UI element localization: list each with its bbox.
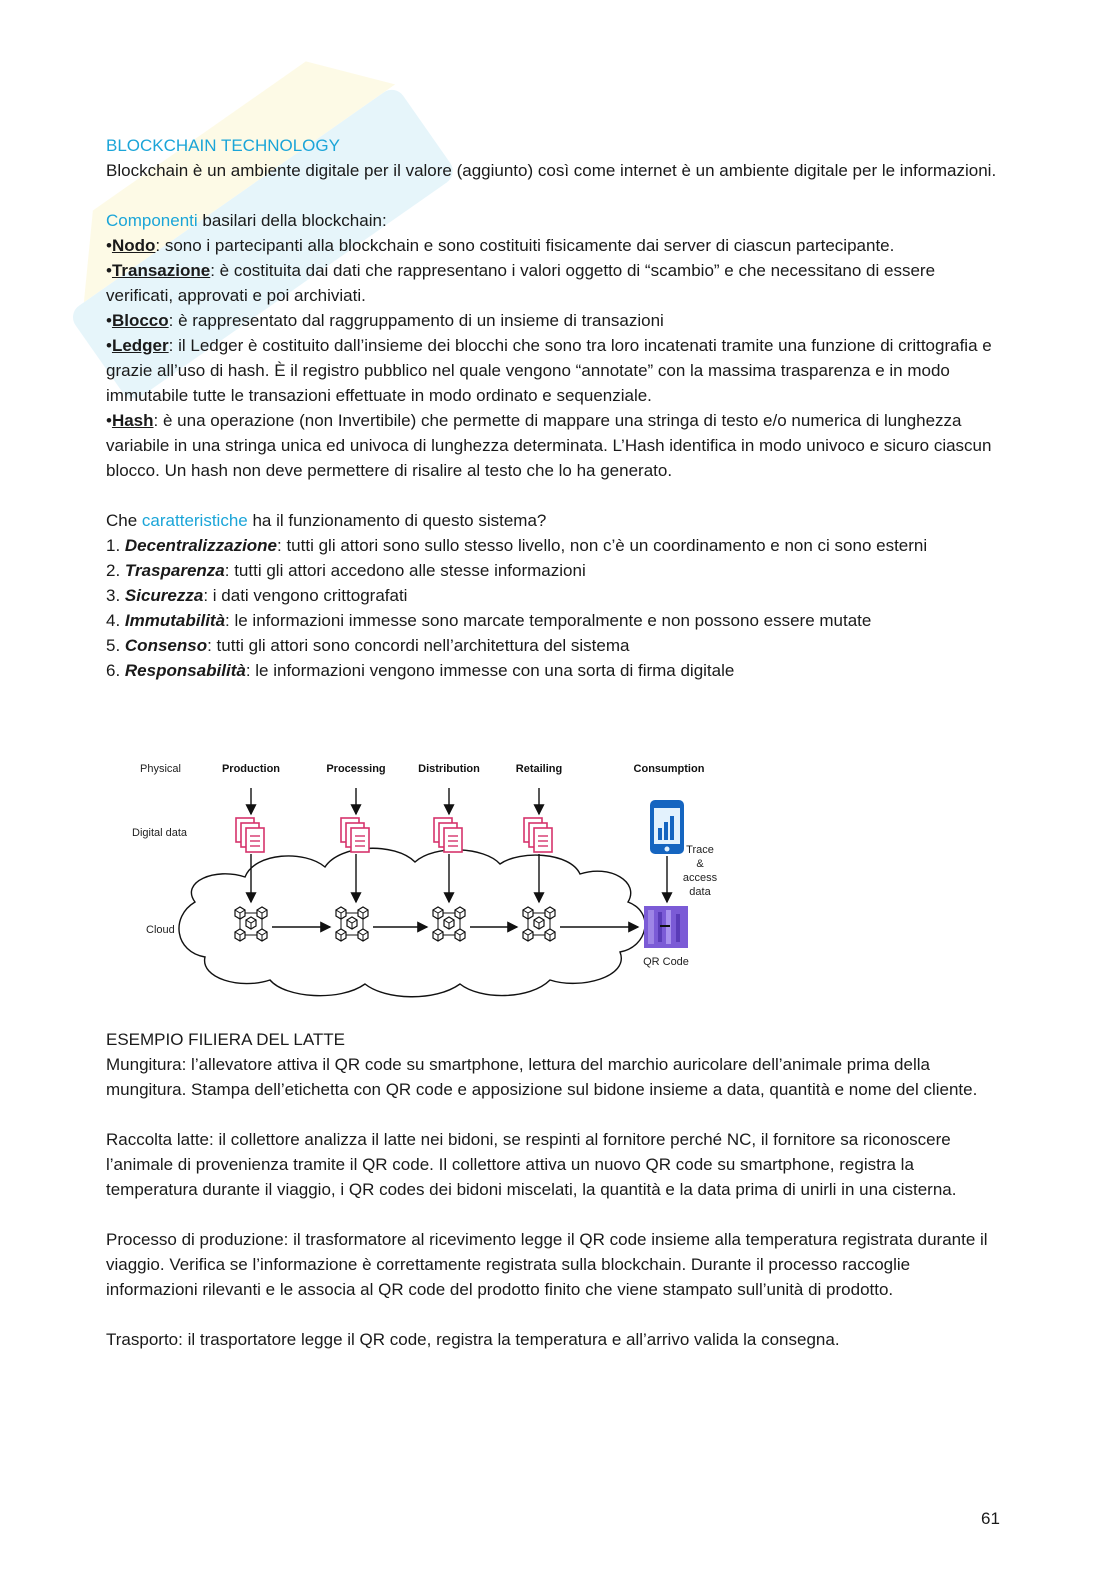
document-icon — [236, 818, 264, 852]
milk-section — [106, 1027, 1006, 1352]
components-accent: Componenti — [106, 211, 198, 230]
row-label-digital: Digital data — [132, 827, 188, 839]
qr-code-label: QR Code — [643, 956, 689, 968]
feature-item — [106, 558, 1006, 583]
component-item: •Transazione: è costituita dai dati che rappresentano i valori oggetto di “scambio” e che necessitano di essere verificati, approvati e poi archiviati. — [106, 261, 936, 305]
feature-num: 3. — [106, 586, 125, 605]
trace-label: Trace — [686, 844, 714, 856]
features-q-after: ha il funzionamento di questo sistema? — [247, 511, 547, 530]
trace-label: access — [682, 872, 718, 884]
milk-paragraph: Trasporto: il trasportatore legge il QR code, registra la temperatura e all’arrivo valida la consegna. — [106, 1330, 840, 1349]
component-text: : è costituita dai dati che rappresentano i valori oggetto di “scambio” e che necessitano di essere verificati, approvati e poi archiviati. — [106, 261, 936, 305]
feature-num: 6. — [106, 661, 125, 680]
component-item: •Hash: è una operazione (non Invertibile) che permette di mappare una stringa di testo e/o numerica di lunghezza variabile in una stringa unica ed univoca di lunghezza determinata. L’Hash identifica in modo univoco e sicuro ciascun blocco. Un hash non deve permettere di risalire al testo che lo ha generato. — [106, 411, 992, 480]
feature-num: 5. — [106, 636, 125, 655]
section-title: BLOCKCHAIN TECHNOLOGY — [106, 136, 340, 155]
components-lead-rest: basilari della blockchain: — [197, 211, 387, 230]
component-term: Ledger — [111, 336, 169, 355]
component-item: •Nodo: sono i partecipanti alla blockchain e sono costituiti fisicamente dai server di ciascun partecipante. — [106, 236, 895, 255]
feature-text: : le informazioni vengono immesse con una sorta di firma digitale — [245, 661, 735, 680]
feature-name: Consenso — [124, 636, 208, 655]
features-question — [106, 508, 1006, 533]
feature-text: : tutti gli attori accedono alle stesse informazioni — [224, 561, 586, 580]
feature-item — [106, 583, 1006, 608]
document-icon — [341, 818, 369, 852]
stage-label: Consumption — [633, 763, 705, 775]
stage-label: Retailing — [515, 763, 563, 775]
milk-paragraph: Processo di produzione: il trasformatore al ricevimento legge il QR code insieme alla temperatura registrata durante il viaggio. Verifica se l’informazione è correttamente registrata sulla blockchain. Durante il processo raccoglie informazioni rilevanti e le associa al QR code del prodotto finito che viene stampato sull’unità di prodotto. — [106, 1230, 988, 1299]
row-label-cloud: Cloud — [146, 924, 175, 936]
component-term: Transazione — [111, 261, 211, 280]
feature-name: Immutabilità — [124, 611, 226, 630]
features-q-before: Che — [106, 511, 142, 530]
components-lead — [106, 208, 1006, 233]
milk-paragraph: Mungitura: l’allevatore attiva il QR code su smartphone, lettura del marchio auricolare dell’animale prima della mungitura. Stampa dell’etichetta con QR code e apposizione sul bidone insieme a data, quantità e nome del cliente. — [106, 1055, 978, 1099]
feature-num: 2. — [106, 561, 125, 580]
intro-paragraph: Blockchain è un ambiente digitale per il valore (aggiunto) così come internet è un ambiente digitale per le informazioni. — [106, 161, 997, 180]
feature-name: Decentralizzazione — [124, 536, 278, 555]
feature-item — [106, 658, 1006, 683]
component-term: Blocco — [111, 311, 169, 330]
stage-label: Processing — [326, 763, 386, 775]
feature-name: Sicurezza — [124, 586, 204, 605]
milk-paragraph: Raccolta latte: il collettore analizza il latte nei bidoni, se respinti al fornitore perché NC, il fornitore sa riconoscere l’animale di provenienza tramite il QR code. Il collettore attiva un nuovo QR code su smartphone, registra la temperatura durante il viaggio, i QR codes dei bidoni miscelati, la quantità e la data prima di unirli in una cisterna. — [106, 1130, 957, 1199]
component-text: : il Ledger è costituito dall’insieme dei blocchi che sono tra loro incatenati tramite una funzione di crittografia e grazie all’uso di hash. È il registro pubblico nel quale vengono “annotate” con la massima trasparenza e in modo immutabile tutte le transazioni effettuate in modo ordinato e sequenziale. — [106, 336, 992, 405]
feature-text: : i dati vengono crittografati — [203, 586, 408, 605]
feature-name: Trasparenza — [124, 561, 225, 580]
component-text: : è una operazione (non Invertibile) che permette di mappare una stringa di testo e/o numerica di lunghezza variabile in una stringa unica ed univoca di lunghezza determinata. L’Hash identifica in modo univoco e sicuro ciascun blocco. Un hash non deve permettere di risalire al testo che lo ha generato. — [106, 411, 992, 480]
feature-item — [106, 533, 1006, 558]
component-text: : è rappresentato dal raggruppamento di un insieme di transazioni — [168, 311, 664, 330]
feature-item — [106, 608, 1006, 633]
milk-title: ESEMPIO FILIERA DEL LATTE — [106, 1030, 346, 1049]
features-q-accent: caratteristiche — [141, 511, 248, 530]
trace-label: data — [689, 886, 711, 898]
document-icon — [434, 818, 462, 852]
feature-name: Responsabilità — [124, 661, 246, 680]
component-term: Hash — [111, 411, 154, 430]
stage-label: Distribution — [418, 763, 480, 775]
qr-code-icon — [644, 906, 688, 948]
component-text: : sono i partecipanti alla blockchain e sono costituiti fisicamente dai server di ciascun partecipante. — [155, 236, 895, 255]
stage-label: Production — [221, 763, 281, 775]
component-item: •Blocco: è rappresentato dal raggruppamento di un insieme di transazioni — [106, 311, 664, 330]
main-text — [106, 133, 1006, 683]
row-label-physical: Physical — [140, 763, 181, 775]
trace-label: & — [696, 858, 704, 870]
feature-num: 1. — [106, 536, 125, 555]
document-icon — [524, 818, 552, 852]
component-item: •Ledger: il Ledger è costituito dall’insieme dei blocchi che sono tra loro incatenati tramite una funzione di crittografia e grazie all’uso di hash. È il registro pubblico nel quale vengono “annotate” con la massima trasparenza e in modo immutabile tutte le transazioni effettuate in modo ordinato e sequenziale. — [106, 336, 992, 405]
page-number: 61 — [981, 1509, 1000, 1528]
supply-chain-diagram — [120, 752, 760, 1012]
feature-item — [106, 633, 1006, 658]
feature-text: : le informazioni immesse sono marcate temporalmente e non possono essere mutate — [225, 611, 872, 630]
component-term: Nodo — [111, 236, 156, 255]
smartphone-icon — [650, 800, 684, 854]
feature-num: 4. — [106, 611, 125, 630]
feature-text: : tutti gli attori sono sullo stesso livello, non c’è un coordinamento e non ci sono esterni — [277, 536, 928, 555]
feature-text: : tutti gli attori sono concordi nell’architettura del sistema — [207, 636, 630, 655]
